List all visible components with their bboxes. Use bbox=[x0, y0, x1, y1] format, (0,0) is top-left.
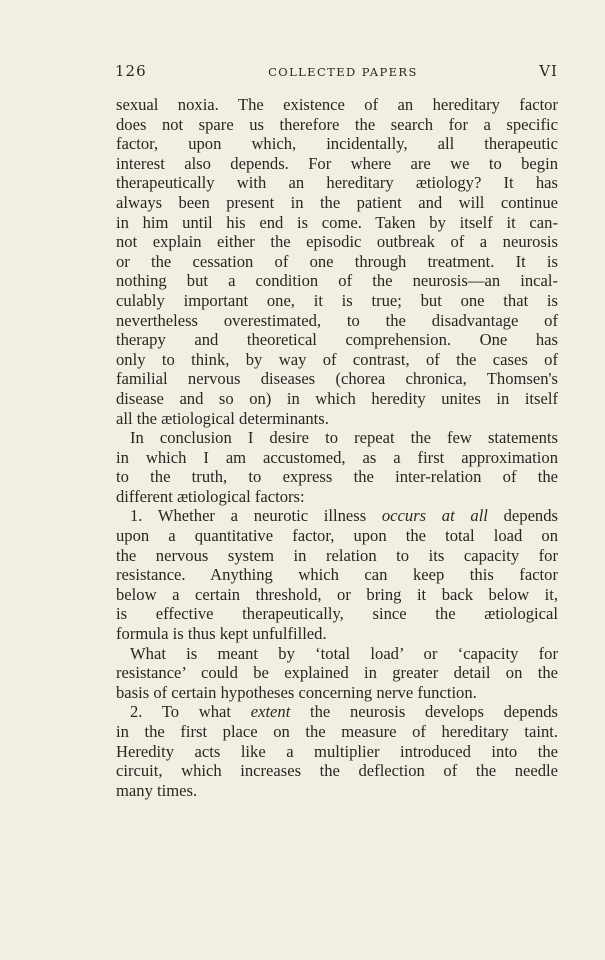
text-line: to the truth, to express the inter-relation of the bbox=[116, 467, 558, 487]
text-run: depends bbox=[487, 506, 558, 526]
text-line: or the cessation of one through treatment. It is bbox=[116, 251, 558, 271]
text-line bbox=[116, 506, 558, 526]
text-line: What is meant by ‘total load’ or ‘capacity for bbox=[130, 643, 558, 663]
page-number: 126 bbox=[115, 62, 147, 80]
section-number: VI bbox=[539, 62, 558, 80]
emphasis: occurs at all bbox=[381, 506, 488, 526]
text-line: only to think, by way of contrast, of the cases of bbox=[116, 349, 558, 369]
text-line: circuit, which increases the deflection of the needle bbox=[116, 761, 558, 781]
text-line: disease and so on) in which heredity unites in itself bbox=[116, 388, 558, 408]
text-line: Heredity acts like a multiplier introduced into the bbox=[116, 741, 558, 761]
text-line: is effective therapeutically, since the ætiological bbox=[116, 604, 558, 624]
text-line: resistance. Anything which can keep this factor bbox=[116, 565, 558, 585]
text-line: not explain either the episodic outbreak of a neurosis bbox=[116, 232, 558, 252]
text-line bbox=[116, 702, 558, 722]
text-line: always been present in the patient and will continue bbox=[116, 192, 558, 212]
text-line: therapeutically with an hereditary ætiology? It has bbox=[116, 173, 558, 193]
text-line: In conclusion I desire to repeat the few statements bbox=[130, 428, 558, 448]
text-line: nothing but a condition of the neurosis—an incal- bbox=[116, 271, 558, 291]
text-line: basis of certain hypotheses concerning nerve function. bbox=[116, 682, 477, 702]
text-run: 2. To what bbox=[130, 702, 251, 722]
text-line: formula is thus kept unfulfilled. bbox=[116, 624, 327, 644]
text-line: the nervous system in relation to its capacity for bbox=[116, 545, 558, 565]
text-line: below a certain threshold, or bring it back below it, bbox=[116, 584, 558, 604]
text-line: different ætiological factors: bbox=[116, 486, 305, 506]
text-line: culably important one, it is true; but one that is bbox=[116, 290, 558, 310]
text-line: in him until his end is come. Taken by itself it can- bbox=[116, 212, 558, 232]
text-line: in which I am accustomed, as a first approximation bbox=[116, 447, 558, 467]
text-line: does not spare us therefore the search for a specific bbox=[116, 114, 558, 134]
text-line: all the ætiological determinants. bbox=[116, 408, 329, 428]
text-line: familial nervous diseases (chorea chronica, Thomsen's bbox=[116, 369, 558, 389]
text-line: in the first place on the measure of hereditary taint. bbox=[116, 722, 558, 741]
emphasis: extent bbox=[250, 702, 291, 722]
text-line: therapy and theoretical comprehension. One has bbox=[116, 330, 558, 350]
text-line: resistance’ could be explained in greater detail on the bbox=[116, 663, 558, 683]
text-line: factor, upon which, incidentally, all therapeutic bbox=[116, 134, 558, 154]
running-header bbox=[115, 62, 558, 80]
text-line: upon a quantitative factor, upon the total load on bbox=[116, 526, 558, 546]
text-line: interest also depends. For where are we to begin bbox=[116, 153, 558, 173]
text-run: the neurosis develops depends bbox=[290, 702, 558, 722]
text-line: nevertheless overestimated, to the disadvantage of bbox=[116, 310, 558, 330]
text-run: 1. Whether a neurotic illness bbox=[130, 506, 382, 526]
text-line: many times. bbox=[116, 780, 198, 800]
running-title: COLLECTED PAPERS bbox=[268, 65, 418, 79]
text-line: sexual noxia. The existence of an hereditary factor bbox=[116, 95, 558, 114]
body-text bbox=[116, 95, 558, 800]
